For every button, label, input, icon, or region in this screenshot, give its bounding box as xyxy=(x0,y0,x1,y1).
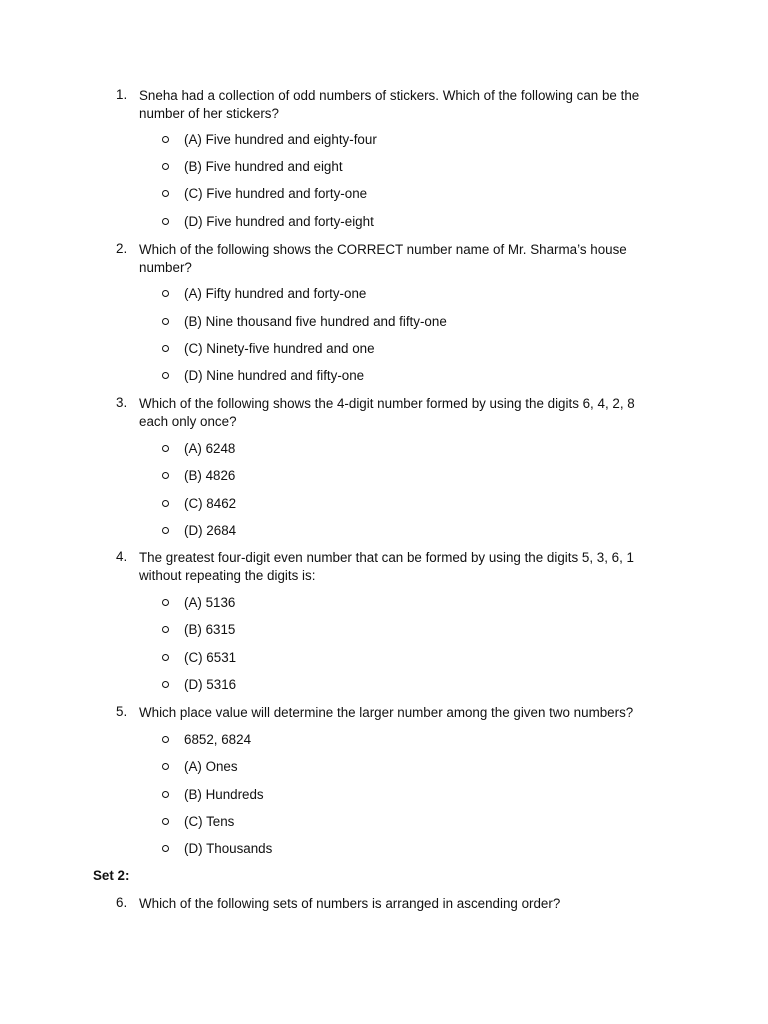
option-item xyxy=(162,340,375,358)
bullet-icon xyxy=(162,345,169,352)
option-item xyxy=(162,158,343,176)
option-text: (B) Hundreds xyxy=(184,787,264,802)
bullet-icon xyxy=(162,318,169,325)
question-2 xyxy=(116,241,656,276)
question-text: Which of the following shows the CORRECT number name of Mr. Sharma’s house number? xyxy=(139,242,627,275)
question-text: Which of the following shows the 4-digit number formed by using the digits 6, 4, 2, 8 each only once? xyxy=(139,396,635,429)
question-text: Sneha had a collection of odd numbers of stickers. Which of the following can be the number of her stickers? xyxy=(139,88,640,121)
option-item xyxy=(162,594,235,612)
question-number: 2. xyxy=(116,241,128,256)
option-item xyxy=(162,786,264,804)
option-text: (D) Thousands xyxy=(184,841,273,856)
bullet-icon xyxy=(162,527,169,534)
option-text: (B) Five hundred and eight xyxy=(184,159,343,174)
option-text: (C) Ninety-five hundred and one xyxy=(184,341,375,356)
option-text: (A) Ones xyxy=(184,759,238,774)
bullet-icon xyxy=(162,190,169,197)
option-item xyxy=(162,758,238,776)
option-item xyxy=(162,467,235,485)
bullet-icon xyxy=(162,136,169,143)
option-text: (B) 6315 xyxy=(184,622,236,637)
option-text: (A) Five hundred and eighty-four xyxy=(184,132,377,147)
option-item xyxy=(162,495,236,513)
question-number: 4. xyxy=(116,549,128,564)
question-1 xyxy=(116,87,656,122)
option-item xyxy=(162,522,236,540)
option-text: (B) 4826 xyxy=(184,468,236,483)
question-text: Which of the following sets of numbers is arranged in ascending order? xyxy=(139,896,561,911)
bullet-icon xyxy=(162,791,169,798)
option-text: (A) 6248 xyxy=(184,441,236,456)
bullet-icon xyxy=(162,472,169,479)
question-number: 3. xyxy=(116,395,128,410)
option-item xyxy=(162,313,447,331)
option-text: (D) Nine hundred and fifty-one xyxy=(184,368,365,383)
bullet-icon xyxy=(162,290,169,297)
bullet-icon xyxy=(162,372,169,379)
option-text: (D) 5316 xyxy=(184,677,237,692)
bullet-icon xyxy=(162,736,169,743)
option-text: (A) Fifty hundred and forty-one xyxy=(184,286,367,301)
option-text: (D) 2684 xyxy=(184,523,237,538)
bullet-icon xyxy=(162,218,169,225)
bullet-icon xyxy=(162,163,169,170)
bullet-icon xyxy=(162,500,169,507)
option-item xyxy=(162,285,366,303)
bullet-icon xyxy=(162,599,169,606)
option-text: (C) Five hundred and forty-one xyxy=(184,186,368,201)
option-text: (C) 8462 xyxy=(184,496,237,511)
question-text: The greatest four-digit even number that can be formed by using the digits 5, 3, 6, 1 without repeating the digits is: xyxy=(139,550,634,583)
bullet-icon xyxy=(162,681,169,688)
option-item xyxy=(162,676,236,694)
option-item xyxy=(162,731,251,749)
question-6 xyxy=(116,895,656,913)
question-4 xyxy=(116,549,656,584)
question-number: 5. xyxy=(116,704,128,719)
question-3 xyxy=(116,395,656,430)
set-heading: Set 2: xyxy=(93,868,130,883)
question-text: Which place value will determine the larger number among the given two numbers? xyxy=(139,705,634,720)
option-text: (C) Tens xyxy=(184,814,235,829)
question-number: 1. xyxy=(116,87,128,102)
option-item xyxy=(162,840,272,858)
option-item xyxy=(162,213,374,231)
option-item xyxy=(162,131,377,149)
option-item xyxy=(162,440,235,458)
question-number: 6. xyxy=(116,895,128,910)
question-5 xyxy=(116,704,656,722)
bullet-icon xyxy=(162,626,169,633)
bullet-icon xyxy=(162,763,169,770)
bullet-icon xyxy=(162,445,169,452)
option-text: (D) Five hundred and forty-eight xyxy=(184,214,374,229)
option-text: (A) 5136 xyxy=(184,595,236,610)
option-item xyxy=(162,367,364,385)
option-text: (C) 6531 xyxy=(184,650,237,665)
bullet-icon xyxy=(162,654,169,661)
option-item xyxy=(162,185,367,203)
option-item xyxy=(162,813,234,831)
bullet-icon xyxy=(162,845,169,852)
option-text: 6852, 6824 xyxy=(184,732,252,747)
option-item xyxy=(162,621,235,639)
option-text: (B) Nine thousand five hundred and fifty-one xyxy=(184,314,447,329)
bullet-icon xyxy=(162,818,169,825)
option-item xyxy=(162,649,236,667)
